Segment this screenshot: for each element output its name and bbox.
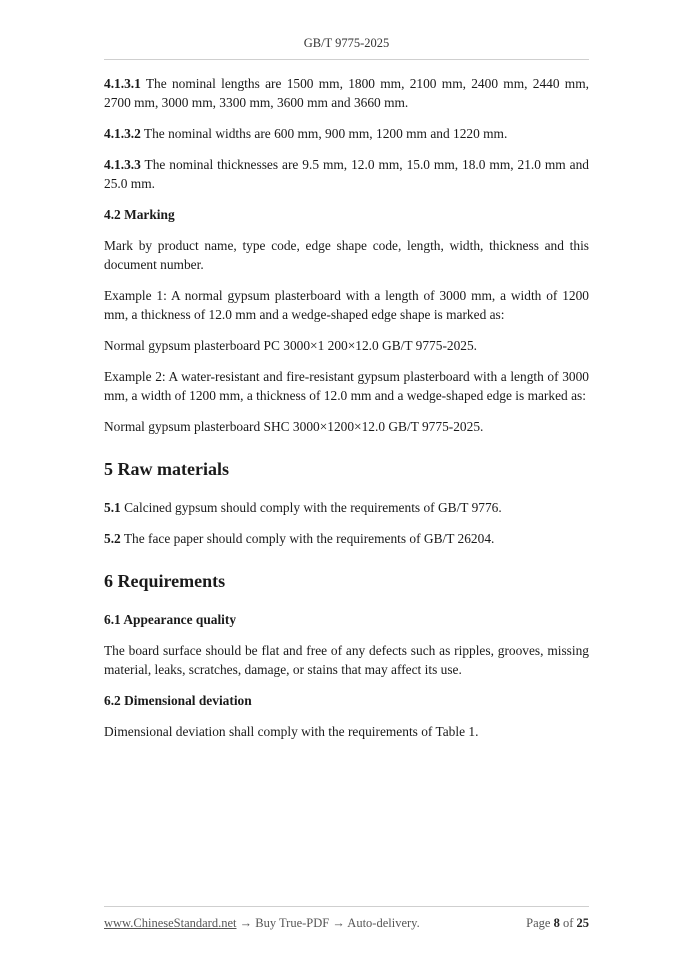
site-link[interactable]: www.ChineseStandard.net [104,916,237,930]
footer-divider [104,906,589,907]
arrow-icon: → [239,916,253,930]
total-pages: 25 [576,916,589,930]
footer-links [104,916,420,931]
clause-number: 4.1.3.3 [104,157,141,172]
clause-number: 5.1 [104,500,121,515]
heading-6-1: 6.1 Appearance quality [104,612,237,627]
clause-4-1-3-2 [104,124,589,143]
example-2-marking: Normal gypsum plasterboard SHC 3000×1200×12.0 GB/T 9775-2025. [104,419,484,434]
page-footer [104,916,589,931]
page-header [0,36,693,51]
heading-5: 5 Raw materials [104,459,229,479]
header-divider [104,59,589,60]
heading-4-2: 4.2 Marking [104,207,175,222]
arrow-icon: → [332,916,345,930]
clause-text: The face paper should comply with the requirements of GB/T 26204. [120,531,495,546]
auto-delivery-text: Auto-delivery. [344,916,420,930]
clause-5-1 [104,498,589,517]
clause-number: 4.1.3.1 [104,76,141,91]
clause-text: The nominal thicknesses are 9.5 mm, 12.0 mm, 15.0 mm, 18.0 mm, 21.0 mm and 25.0 mm. [104,157,589,191]
heading-6-2: 6.2 Dimensional deviation [104,693,252,708]
example-1: Example 1: A normal gypsum plasterboard with a length of 3000 mm, a width of 1200 mm, a thickness of 12.0 mm and a wedge-shaped edge shape is marked as: [104,288,589,322]
example-2: Example 2: A water-resistant and fire-resistant gypsum plasterboard with a length of 3000 mm, a width of 1200 mm, a thickness of 12.0 mm and a wedge-shaped edge is marked as: [104,369,589,403]
clause-number: 5.2 [104,531,121,546]
clause-4-1-3-3 [104,155,589,193]
marking-paragraph: Mark by product name, type code, edge shape code, length, width, thickness and this document number. [104,238,589,272]
doc-id: GB/T 9775-2025 [303,36,390,50]
clause-text: Calcined gypsum should comply with the requirements of GB/T 9776. [120,500,502,515]
page-label: Page [526,916,554,930]
page-indicator [526,916,589,931]
clause-text: The nominal lengths are 1500 mm, 1800 mm, 2100 mm, 2400 mm, 2440 mm, 2700 mm, 3000 mm, 3300 mm, 3600 mm and 3660 mm. [104,76,589,110]
dimensional-paragraph: Dimensional deviation shall comply with the requirements of Table 1. [104,724,479,739]
of-label: of [559,916,577,930]
buy-text: Buy True-PDF [252,916,333,930]
page-number: 8 [553,916,560,930]
example-1-marking: Normal gypsum plasterboard PC 3000×1 200×12.0 GB/T 9775-2025. [104,338,478,353]
document-body [104,74,589,753]
appearance-paragraph: The board surface should be flat and free of any defects such as ripples, grooves, missing material, leaks, scratches, damage, or stains that may affect its use. [104,643,589,677]
clause-5-2 [104,529,589,548]
clause-4-1-3-1 [104,74,589,112]
heading-6: 6 Requirements [104,571,226,591]
clause-text: The nominal widths are 600 mm, 900 mm, 1200 mm and 1220 mm. [140,126,508,141]
clause-number: 4.1.3.2 [104,126,141,141]
